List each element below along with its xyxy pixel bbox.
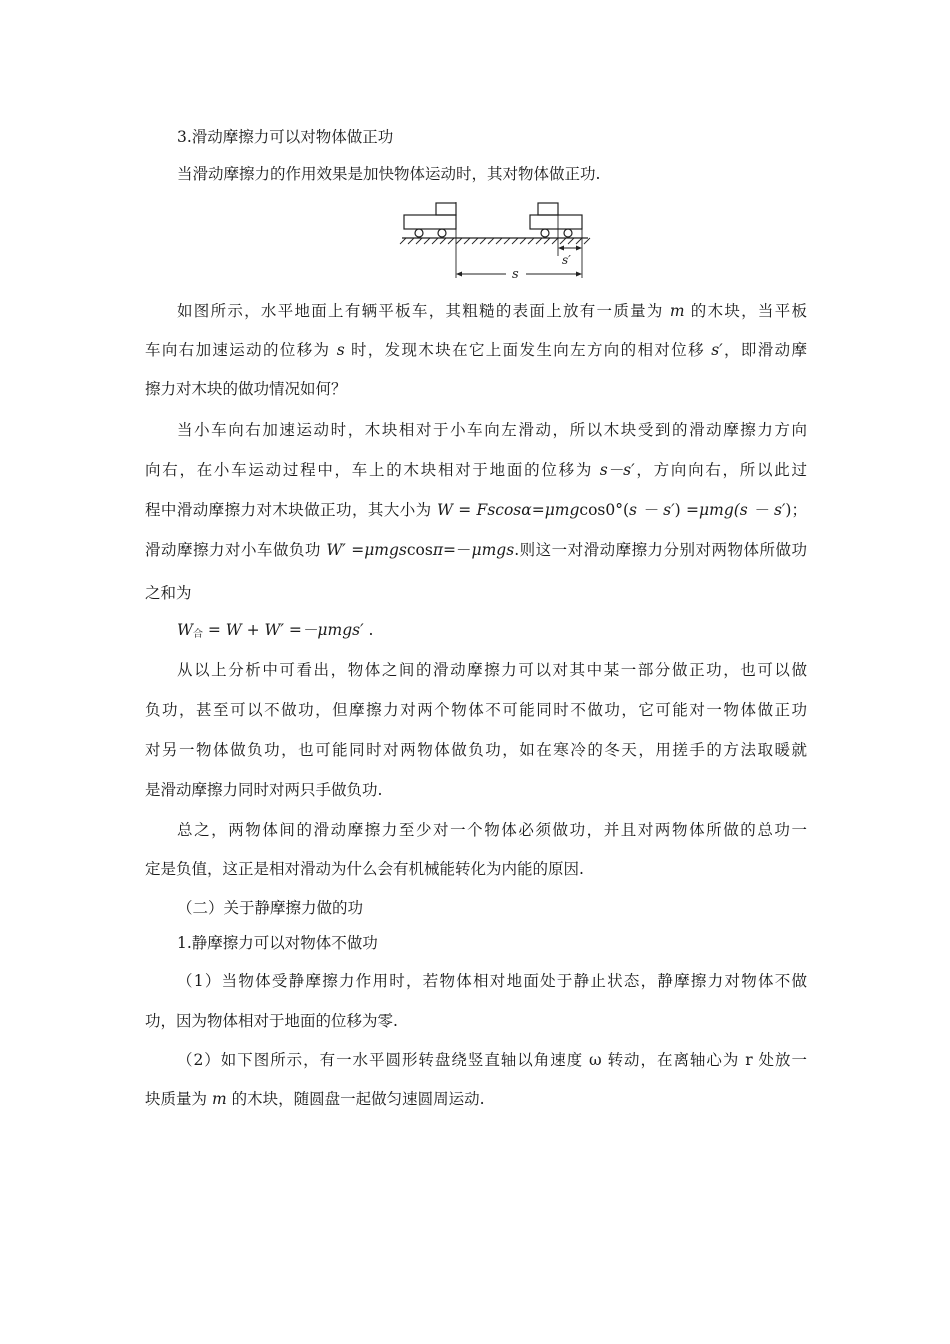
paragraph-item2-line-2: 块质量为 m 的木块，随圆盘一起做匀速圆周运动. — [145, 1090, 485, 1108]
paragraph-conclusion-line-3: 对另一物体做负功，也可能同时对两物体做负功，如在寒冷的冬天，用搓手的方法取暖就 — [145, 741, 807, 759]
cart-start — [404, 215, 456, 229]
label-s: s — [512, 267, 519, 282]
paragraph-conclusion-line-1: 从以上分析中可看出，物体之间的滑动摩擦力可以对其中某一部分做正功，也可以做 — [177, 661, 807, 679]
flatbed-cart-diagram — [398, 198, 602, 284]
block-start — [436, 203, 456, 215]
paragraph-setup-line-2: 车向右加速运动的位移为 s 时，发现木块在它上面发生向左方向的相对位移 s′，即滑动摩 — [145, 341, 807, 359]
heading-sliding-friction-positive-work: 3.滑动摩擦力可以对物体做正功 — [177, 128, 394, 146]
block-end — [538, 203, 558, 215]
heading-static-friction-no-work: 1.静摩擦力可以对物体不做功 — [177, 934, 378, 952]
wheel — [415, 229, 423, 237]
wheel — [438, 229, 446, 237]
paragraph-analysis-line-2: 向右，在小车运动过程中，车上的木块相对于地面的位移为 s－s′，方向向右，所以此过 — [145, 461, 807, 479]
paragraph-setup-line-3: 擦力对木块的做功情况如何？ — [145, 380, 347, 398]
paragraph-item2-line-1: （2）如下图所示，有一水平圆形转盘绕竖直轴以角速度 ω 转动，在离轴心为 r 处放一 — [177, 1051, 807, 1069]
arrowhead — [456, 272, 462, 277]
wheel — [541, 229, 549, 237]
paragraph-item1-line-2: 功，因为物体相对于地面的位移为零. — [145, 1012, 398, 1030]
paragraph-summary-line-2: 定是负值，这正是相对滑动为什么会有机械能转化为内能的原因. — [145, 860, 584, 878]
paragraph-conclusion-line-4: 是滑动摩擦力同时对两只手做负功. — [145, 781, 383, 799]
paragraph-conclusion-line-2: 负功，甚至可以不做功，但摩擦力对两个物体不可能同时不做功，它可能对一物体做正功 — [145, 701, 807, 719]
arrowhead — [576, 246, 582, 251]
cart-end — [530, 215, 582, 229]
paragraph-positive-work: 当滑动摩擦力的作用效果是加快物体运动时，其对物体做正功. — [177, 165, 601, 183]
paragraph-summary-line-1: 总之，两物体间的滑动摩擦力至少对一个物体必须做功，并且对两物体所做的总功一 — [177, 821, 807, 839]
paragraph-analysis-line-4: 滑动摩擦力对小车做负功 W′ =μmgscosπ=－μmgs.则这一对滑动摩擦力分别对两物体所做功 — [145, 541, 807, 559]
arrowhead — [576, 272, 582, 277]
ground-hatching — [400, 238, 590, 244]
formula-total-work: $W_合 = W + W' =-\mu mgs'$ . — [177, 621, 374, 640]
paragraph-analysis-line-1: 当小车向右加速运动时，木块相对于小车向左滑动，所以木块受到的滑动摩擦力方向 — [177, 421, 807, 439]
paragraph-analysis-line-3: 程中滑动摩擦力对木块做正功，其大小为 W = Fscosα=μmgcos0°(s － s′) =μmg(s － s′)； — [145, 501, 807, 519]
paragraph-analysis-line-5: 之和为 — [145, 584, 192, 602]
arrowhead — [558, 246, 564, 251]
label-s-prime: s′ — [562, 253, 571, 267]
paragraph-setup-line-1: 如图所示，水平地面上有辆平板车，其粗糙的表面上放有一质量为 m 的木块，当平板 — [177, 302, 807, 320]
wheel — [564, 229, 572, 237]
paragraph-item1-line-1: （1）当物体受静摩擦力作用时，若物体相对地面处于静止状态，静摩擦力对物体不做 — [177, 972, 807, 990]
section-static-friction: （二）关于静摩擦力做的功 — [177, 899, 364, 917]
